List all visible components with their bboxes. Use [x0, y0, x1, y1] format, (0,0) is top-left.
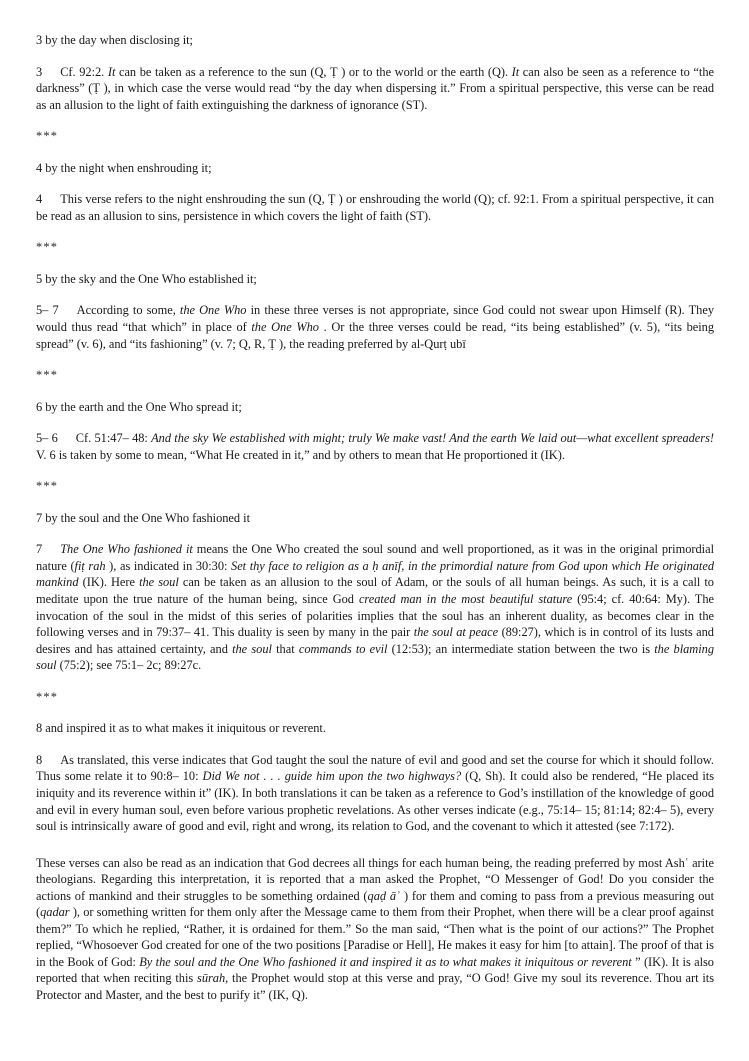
commentary-3-seg1: Cf. 92:2. [60, 64, 108, 79]
spacer [36, 737, 714, 752]
commentary-3-seg2: can be taken as a reference to the sun (Q, Ṭ ) or to the world or the earth (Q). [115, 64, 512, 79]
section-separator-5: *** [36, 689, 59, 704]
spacer [36, 256, 714, 271]
commentary-block-8-continued [36, 855, 714, 1004]
commentary-3-italic1: It [107, 64, 116, 79]
spacer [36, 495, 714, 510]
commentary-8-cont-seg1: These verses can also be read as an indication that God decrees all things for each human being, the reading preferred by most Ashʿ arite theologians. Regarding this interpretation, it is reported that a man asked the Prophet, “O Messenger of God! Do you consider the actions of mankind and their struggles to be something ordained ( [36, 855, 714, 903]
commentary-7-seg5: (95:4; cf. 40:64: My). The invocation of the soul in the midst of this series of polarities implies that the soul has an inherent duality, as becomes clear in the following verses and in 79:37– 41. This duality is seen by many in the pair [36, 592, 715, 640]
verse-text-8: 8 and inspired it as to what makes it iniquitous or reverent. [36, 721, 326, 736]
commentary-8-cont-italic2: qadar [40, 905, 70, 920]
commentary-8-cont-seg2: ) for them and coming to pass from a previous measuring out ( [36, 888, 715, 920]
spacer [36, 705, 714, 720]
commentary-7-seg2: ), as indicated in 30:30: [105, 558, 232, 573]
commentary-7-italic8: commands to evil [298, 641, 388, 656]
commentary-number-4: 4 [36, 192, 43, 207]
commentary-8-seg2: (Q, Sh). It could also be rendered, “He placed its iniquity and its reverence within it” (IK). In both translations it can be taken as a reference to God’s instillation of the knowledge of good and evil in every human soul, even before various prophetic revelations. As other verses indicate (e.g., 75:14– 15; 81:14; 82:4– 5), every soul is intrinsically aware of good and evil, right and wrong, its relation to God, and the covenant to which it attested (see 7:172). [36, 769, 714, 834]
spacer [36, 176, 714, 191]
spacer [36, 287, 714, 302]
commentary-8-cont-seg4: ” (IK). It is also reported that when reciting this [36, 954, 714, 986]
commentary-7-seg7: that [271, 641, 299, 656]
commentary-5-7-seg2: in these three verses is not appropriate, since God could not swear upon Himself (R). They would thus read “that which” in place of [36, 303, 714, 335]
commentary-block-4 [36, 191, 714, 224]
spacer [36, 113, 714, 128]
verse-line-5 [36, 271, 714, 288]
document-body [36, 32, 714, 1004]
commentary-5-6-seg2: V. 6 is taken by some to mean, “What He created in it,” and by others to mean that He proportioned it (IK). [36, 447, 565, 462]
commentary-8-cont-italic3: By the soul and the One Who fashioned it and inspired it as to what makes it iniquitous or reverent [139, 954, 632, 969]
verse-line-8 [36, 720, 714, 737]
spacer [36, 224, 714, 239]
section-separator-2: *** [36, 240, 59, 255]
commentary-number-8: 8 [36, 752, 43, 767]
commentary-7-italic5: created man in the most beautiful stature [358, 592, 573, 607]
commentary-5-7-italic2: the One Who [251, 320, 319, 335]
verse-text-5: 5 by the sky and the One Who established it; [36, 271, 257, 286]
spacer [36, 463, 714, 478]
commentary-7-italic7: the soul [232, 641, 272, 656]
section-separator-1: *** [36, 129, 59, 144]
commentary-8-cont-seg3: ), or something written for them only after the Message came to them from their Prophet, when there will be a clear proof against them?” To which he replied, “Rather, it is ordained for them.” So the man said, “Then what is the point of our actions?” The Prophet replied, “Whosoever God created for one of the two positions [Paradise or Hell], He makes it easy for him [to attain]. The proof of that is in the Book of God: [36, 905, 714, 969]
spacer [36, 674, 714, 689]
commentary-7-italic9: the blaming soul [36, 641, 715, 673]
commentary-7-seg3: (IK). Here [78, 575, 140, 590]
commentary-7-italic2: fiṭ rah [74, 558, 106, 573]
commentary-block-3 [36, 64, 714, 114]
verse-text-7: 7 by the soul and the One Who fashioned it [36, 510, 251, 525]
commentary-7-italic3: Set thy face to religion as a ḥ anīf, in the primordial nature from God upon which He originated mankind [36, 558, 715, 590]
commentary-4-seg1: This verse refers to the night enshrouding the sun (Q, Ṭ ) or enshrouding the world (Q); cf. 92:1. From a spiritual perspective, it can be read as an allusion to sins, persistence in which covers the light of faith (ST). [36, 192, 714, 223]
commentary-number-3: 3 [36, 64, 43, 79]
spacer [36, 145, 714, 160]
commentary-3-italic2: It [511, 64, 520, 79]
commentary-block-5-6 [36, 430, 714, 463]
verse-text-6: 6 by the earth and the One Who spread it; [36, 399, 242, 414]
commentary-8-cont-italic1: qaḍ āʾ [367, 888, 401, 903]
commentary-8-italic1: Did We not . . . guide him upon the two highways? [202, 769, 462, 784]
commentary-7-italic6: the soul at peace [413, 625, 499, 640]
commentary-7-seg1: means the One Who created the soul sound and well proportioned, as it was in the original primordial nature ( [36, 542, 714, 573]
commentary-block-8 [36, 752, 714, 835]
commentary-number-5-7: 5– 7 [36, 303, 59, 318]
verse-text-3: 3 by the day when disclosing it; [36, 33, 193, 47]
spacer [36, 835, 714, 855]
spacer [36, 384, 714, 399]
commentary-8-cont-italic4: sūrah [197, 971, 226, 986]
commentary-block-5-7 [36, 302, 714, 352]
commentary-5-6-italic1: And the sky We established with might; truly We make vast! And the earth We laid out—what excellent spreaders! [151, 431, 714, 446]
commentary-8-seg1: As translated, this verse indicates that God taught the soul the nature of evil and good and set the course for which it should follow. Thus some relate it to 90:8– 10: [36, 752, 714, 784]
commentary-number-7: 7 [36, 542, 43, 557]
spacer [36, 415, 714, 430]
verse-line-7 [36, 510, 714, 527]
section-separator-3: *** [36, 368, 59, 383]
commentary-7-seg9: (75:2); see 75:1– 2c; 89:27c. [56, 658, 202, 673]
commentary-7-seg6: (89:27), which is in control of its lusts and desires and has attained certainty, and [36, 625, 714, 656]
spacer [36, 352, 714, 367]
commentary-7-seg8: (12:53); an intermediate station between the two is [387, 641, 655, 656]
verse-line-4 [36, 160, 714, 177]
commentary-5-7-seg3: . Or the three verses could be read, “its being established” (v. 5), “its being spread” (v. 6), and “its fashioning” (v. 7; Q, R, Ṭ ), the reading preferred by al-Qurṭ ubī [36, 320, 714, 351]
commentary-5-7-italic1: the One Who [179, 303, 247, 318]
commentary-7-italic1: The One Who fashioned it [60, 542, 193, 557]
commentary-5-6-seg1: Cf. 51:47– 48: [75, 431, 152, 446]
commentary-8-cont-seg5: , the Prophet would stop at this verse and pray, “O God! Give my soul its reverence. Thou art its Protector and Master, and the best to purify it” (IK, Q). [36, 971, 714, 1002]
verse-text-4: 4 by the night when enshrouding it; [36, 160, 212, 175]
commentary-7-seg4: can be taken as an allusion to the soul of Adam, or the souls of all human beings. As such, it is a call to meditate upon the true nature of the human being, since God [36, 575, 714, 607]
commentary-3-seg3: can also be seen as a reference to “the darkness” (Ṭ ), in which case the verse would read “by the day when dispersing it.” From a spiritual perspective, this verse can be read as an allusion to the light of faith extinguishing the darkness of ignorance (ST). [36, 64, 714, 112]
commentary-7-italic4: the soul [139, 575, 179, 590]
verse-line-6 [36, 399, 714, 416]
verse-line-3 [36, 32, 714, 49]
commentary-number-5-6: 5– 6 [36, 431, 58, 446]
commentary-block-7 [36, 541, 714, 673]
commentary-5-7-seg1: According to some, [76, 303, 180, 318]
spacer [36, 49, 714, 64]
spacer [36, 526, 714, 541]
section-separator-4: *** [36, 479, 59, 494]
